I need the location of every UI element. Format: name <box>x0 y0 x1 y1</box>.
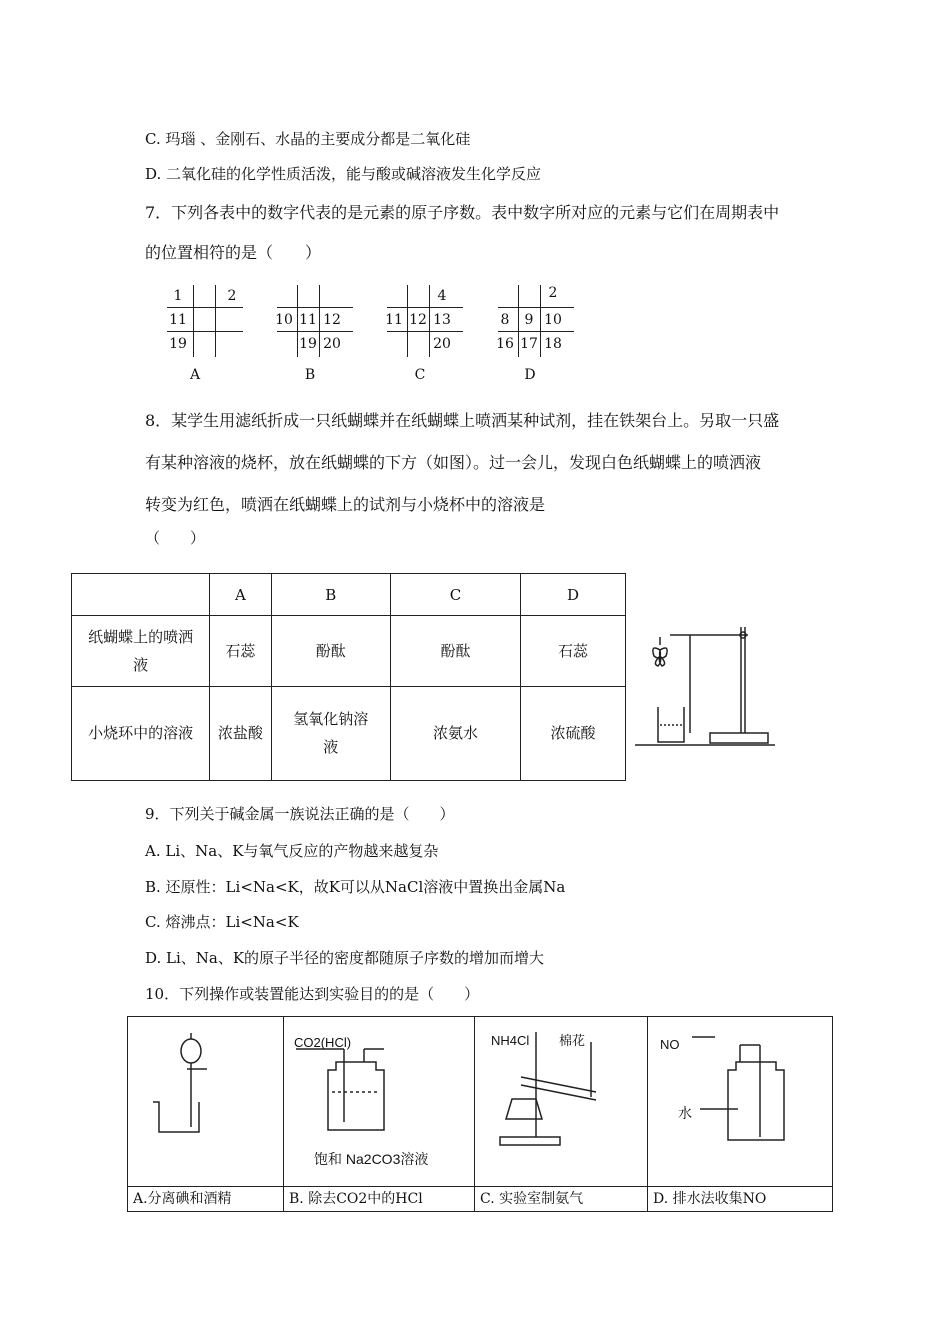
question-8-table <box>71 573 626 781</box>
cell: 13 <box>433 312 451 328</box>
question-9-option-d: D. Li、Na、K的原子半径的密度都随原子序数的增加而增大 <box>145 949 545 967</box>
option-d-grid <box>488 285 578 365</box>
question-10-table <box>127 1016 833 1212</box>
col-header: C <box>391 574 521 616</box>
apparatus-b-cell <box>284 1017 475 1187</box>
cell: 11 <box>299 312 317 328</box>
label-co2-hcl: CO2(HCl) <box>294 1035 352 1050</box>
col-header: D <box>520 574 625 616</box>
cell: 11 <box>385 312 403 328</box>
option-c-text: C. 玛瑙 、金刚石、水晶的主要成分都是二氧化硅 <box>145 130 471 148</box>
label-nh4cl: NH4Cl <box>491 1033 530 1048</box>
butterfly-apparatus-figure <box>630 615 780 750</box>
label-saturated-solution: 饱和 Na2CO3溶液 <box>314 1151 429 1167</box>
caption-b: B. 除去CO2中的HCl <box>284 1187 475 1212</box>
option-d-label: D <box>524 367 536 383</box>
separatory-funnel-figure <box>131 1017 281 1177</box>
question-7-line2: 的位置相符的是（ ） <box>145 243 322 262</box>
question-9: 9．下列关于碱金属一族说法正确的是（ ） <box>145 805 455 823</box>
cell: 20 <box>323 336 341 352</box>
cell: 8 <box>500 312 510 328</box>
table-cell: 浓盐酸 <box>210 686 271 780</box>
caption-a: A.分离碘和酒精 <box>128 1187 284 1212</box>
row-label: 小烧环中的溶液 <box>72 686 210 780</box>
option-c-grid <box>377 285 467 365</box>
question-8-line1: 8．某学生用滤纸折成一只纸蝴蝶并在纸蝴蝶上喷洒某种试剂，挂在铁架台上。另取一只盛 <box>145 411 780 430</box>
table-corner <box>72 574 210 616</box>
cell: 12 <box>323 312 341 328</box>
apparatus-d-cell <box>648 1017 833 1187</box>
question-7-line1: 7．下列各表中的数字代表的是元素的原子序数。表中数字所对应的元素与它们在周期表中 <box>145 203 780 222</box>
question-9-option-a: A. Li、Na、K与氧气反应的产物越来越复杂 <box>145 842 439 860</box>
table-cell: 氢氧化钠溶液 <box>271 686 391 780</box>
apparatus-c-cell <box>475 1017 648 1187</box>
question-8-line2: 有某种溶液的烧杯，放在纸蝴蝶的下方（如图）。过一会儿，发现白色纸蝴蝶上的喷洒液 <box>145 453 762 472</box>
label-no: NO <box>660 1037 680 1052</box>
cell: 18 <box>544 336 562 352</box>
label-water: 水 <box>678 1105 692 1121</box>
question-8-line3: 转变为红色，喷洒在纸蝴蝶上的试剂与小烧杯中的溶液是 <box>145 495 546 514</box>
cell: 9 <box>524 312 534 328</box>
cell: 16 <box>496 336 514 352</box>
cell: 2 <box>227 288 237 304</box>
cell: 19 <box>299 336 317 352</box>
option-b-label: B <box>304 367 316 383</box>
cell: 19 <box>169 336 187 352</box>
cell: 1 <box>173 288 183 304</box>
question-9-option-c: C. 熔沸点：Li<Na<K <box>145 913 299 931</box>
question-10: 10．下列操作或装置能达到实验目的的是（ ） <box>145 985 480 1003</box>
cell: 10 <box>275 312 293 328</box>
cell: 12 <box>409 312 427 328</box>
apparatus-a-cell <box>128 1017 284 1187</box>
option-c-label: C <box>414 367 426 383</box>
question-7-options <box>145 285 585 385</box>
question-9-option-b: B. 还原性：Li<Na<K，故K可以从NaCl溶液中置换出金属Na <box>145 878 566 896</box>
cell: 17 <box>520 336 538 352</box>
col-header: A <box>210 574 271 616</box>
cell: 4 <box>437 288 447 304</box>
table-cell: 酚酞 <box>271 616 391 686</box>
table-cell: 石蕊 <box>520 616 625 686</box>
table-cell: 浓氨水 <box>391 686 521 780</box>
option-d-text: D. 二氧化硅的化学性质活泼，能与酸或碱溶液发生化学反应 <box>145 165 542 183</box>
option-a-grid <box>157 285 247 365</box>
label-cotton: 棉花 <box>559 1033 586 1048</box>
table-cell: 石蕊 <box>210 616 271 686</box>
col-header: B <box>271 574 391 616</box>
option-a-label: A <box>189 367 201 383</box>
cell: 11 <box>169 312 187 328</box>
row-label: 纸蝴蝶上的喷洒液 <box>72 616 210 686</box>
cell: 20 <box>433 336 451 352</box>
table-cell: 浓硫酸 <box>520 686 625 780</box>
cell: 10 <box>544 312 562 328</box>
caption-d: D. 排水法收集NO <box>648 1187 833 1212</box>
question-8-blank: （ ） <box>145 529 206 547</box>
table-cell: 酚酞 <box>391 616 521 686</box>
cell: 2 <box>548 285 558 301</box>
caption-c: C. 实验室制氨气 <box>475 1187 648 1212</box>
option-b-grid <box>267 285 357 365</box>
